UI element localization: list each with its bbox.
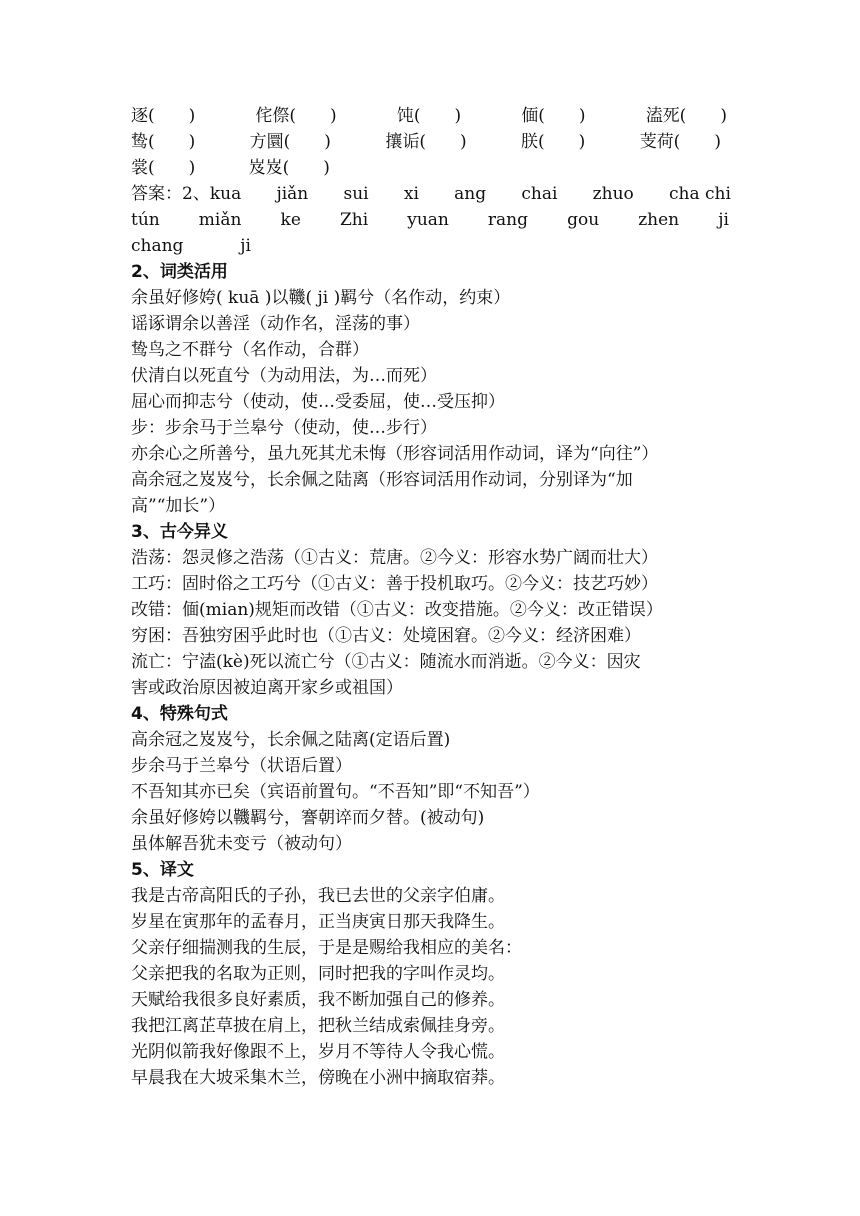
text-line: 高余冠之岌岌兮，长余佩之陆离（形容词活用作动词，分别译为“加 (131, 470, 633, 490)
text-line: 高余冠之岌岌兮，长余佩之陆离(定语后置) (131, 730, 451, 750)
vocab-row (131, 129, 721, 155)
text-line: 余虽好修姱以鞿羁兮，謇朝谇而夕替。(被动句) (131, 808, 485, 828)
text-line: 伏清白以死直兮（为动用法，为…而死） (131, 366, 437, 386)
answer-item: Zhi (339, 210, 369, 230)
answer-item: yuan (407, 210, 449, 230)
text-line: 工巧：固时俗之工巧兮（①古义：善于投机取巧。②今义：技艺巧妙） (131, 574, 658, 594)
answer-item: jiǎn (276, 184, 309, 204)
answer-row (131, 207, 729, 233)
text-line: 谣诼谓余以善淫（动作名，淫荡的事） (131, 314, 420, 334)
answer-item: zhuo (592, 184, 634, 204)
text-line: 岁星在寅那年的孟春月，正当庚寅日那天我降生。 (131, 912, 505, 932)
text-line: 不吾知其亦已矣（宾语前置句。“不吾知”即“不知吾”） (131, 782, 540, 802)
vocab-item: 逐( ) (131, 106, 196, 126)
text-line: 步余马于兰皋兮（状语后置） (131, 756, 352, 776)
vocab-item: 鸷( ) (131, 132, 196, 152)
vocab-item: 侘傺( ) (255, 106, 337, 126)
answer-item: 答案：2、kua (131, 184, 242, 204)
text-line: 流亡：宁溘(kè)死以流亡兮（①古义：随流水而消逝。②今义：因灾 (131, 652, 641, 672)
text-line: 穷困：吾独穷困乎此时也（①古义：处境困窘。②今义：经济困难） (131, 626, 641, 646)
text-line: 我把江离芷草披在肩上，把秋兰结成索佩挂身旁。 (131, 1016, 505, 1036)
vocab-row (131, 155, 731, 181)
answer-item: xi (403, 184, 419, 204)
text-line: 亦余心之所善兮，虽九死其尤未悔（形容词活用作动词，译为“向往”） (131, 444, 659, 464)
vocab-item: 岌岌( ) (248, 158, 330, 178)
vocab-row (131, 103, 727, 129)
answer-row (131, 233, 251, 259)
text-line: 改错：偭(mian)规矩而改错（①古义：改变措施。②今义：改正错误） (131, 600, 663, 620)
section-heading: 2、词类活用 (131, 262, 228, 282)
text-line: 害或政治原因被迫离开家乡或祖国） (131, 678, 403, 698)
answer-item: ji (718, 210, 729, 230)
vocab-item: 芰荷( ) (639, 132, 721, 152)
answer-item: ang (454, 184, 487, 204)
text-line: 高”“加长”） (131, 496, 226, 516)
vocab-item: 方圜( ) (249, 132, 331, 152)
text-line: 余虽好修姱( kuā )以鞿( ji )羁兮（名作动，约束） (131, 288, 511, 308)
answer-item: chai (521, 184, 558, 204)
section-heading: 3、古今异义 (131, 522, 228, 542)
vocab-item: 溘死( ) (645, 106, 727, 126)
text-line: 天赋给我很多良好素质，我不断加强自己的修养。 (131, 990, 505, 1010)
answer-row (131, 181, 731, 207)
answer-item: gou (567, 210, 600, 230)
vocab-item: 裳( ) (131, 158, 196, 178)
document-page (131, 103, 731, 1091)
answer-item: zhen (638, 210, 680, 230)
section-heading: 5、译文 (131, 860, 194, 880)
vocab-item: 攘诟( ) (385, 132, 467, 152)
answer-item: ji (240, 236, 251, 256)
text-line: 虽体解吾犹未变亏（被动句） (131, 834, 352, 854)
answer-item: cha chi (669, 184, 731, 204)
vocab-item: 饨( ) (396, 106, 462, 126)
answer-item: miǎn (198, 210, 242, 230)
text-line: 步：步余马于兰皋兮（使动，使…步行） (131, 418, 437, 438)
text-line: 父亲仔细揣测我的生辰，于是是赐给我相应的美名： (131, 938, 522, 958)
text-line: 早晨我在大坡采集木兰，傍晚在小洲中摘取宿莽。 (131, 1068, 505, 1088)
text-line: 我是古帝高阳氏的子孙，我已去世的父亲字伯庸。 (131, 886, 505, 906)
text-line: 鸷鸟之不群兮（名作动，合群） (131, 340, 369, 360)
text-line: 父亲把我的名取为正则，同时把我的字叫作灵均。 (131, 964, 505, 984)
text-line: 屈心而抑志兮（使动，使…受委屈，使…受压抑） (131, 392, 505, 412)
answer-item: chang (131, 236, 184, 256)
answer-item: rang (487, 210, 529, 230)
vocab-item: 偭( ) (521, 106, 586, 126)
answer-item: tún (131, 210, 160, 230)
answer-item: sui (343, 184, 369, 204)
text-line: 光阴似箭我好像跟不上，岁月不等待人令我心慌。 (131, 1042, 505, 1062)
text-line: 浩荡：怨灵修之浩荡（①古义：荒唐。②今义：形容水势广阔而壮大） (131, 548, 658, 568)
answer-item: ke (280, 210, 301, 230)
vocab-item: 朕( ) (521, 132, 586, 152)
section-heading: 4、特殊句式 (131, 704, 228, 724)
